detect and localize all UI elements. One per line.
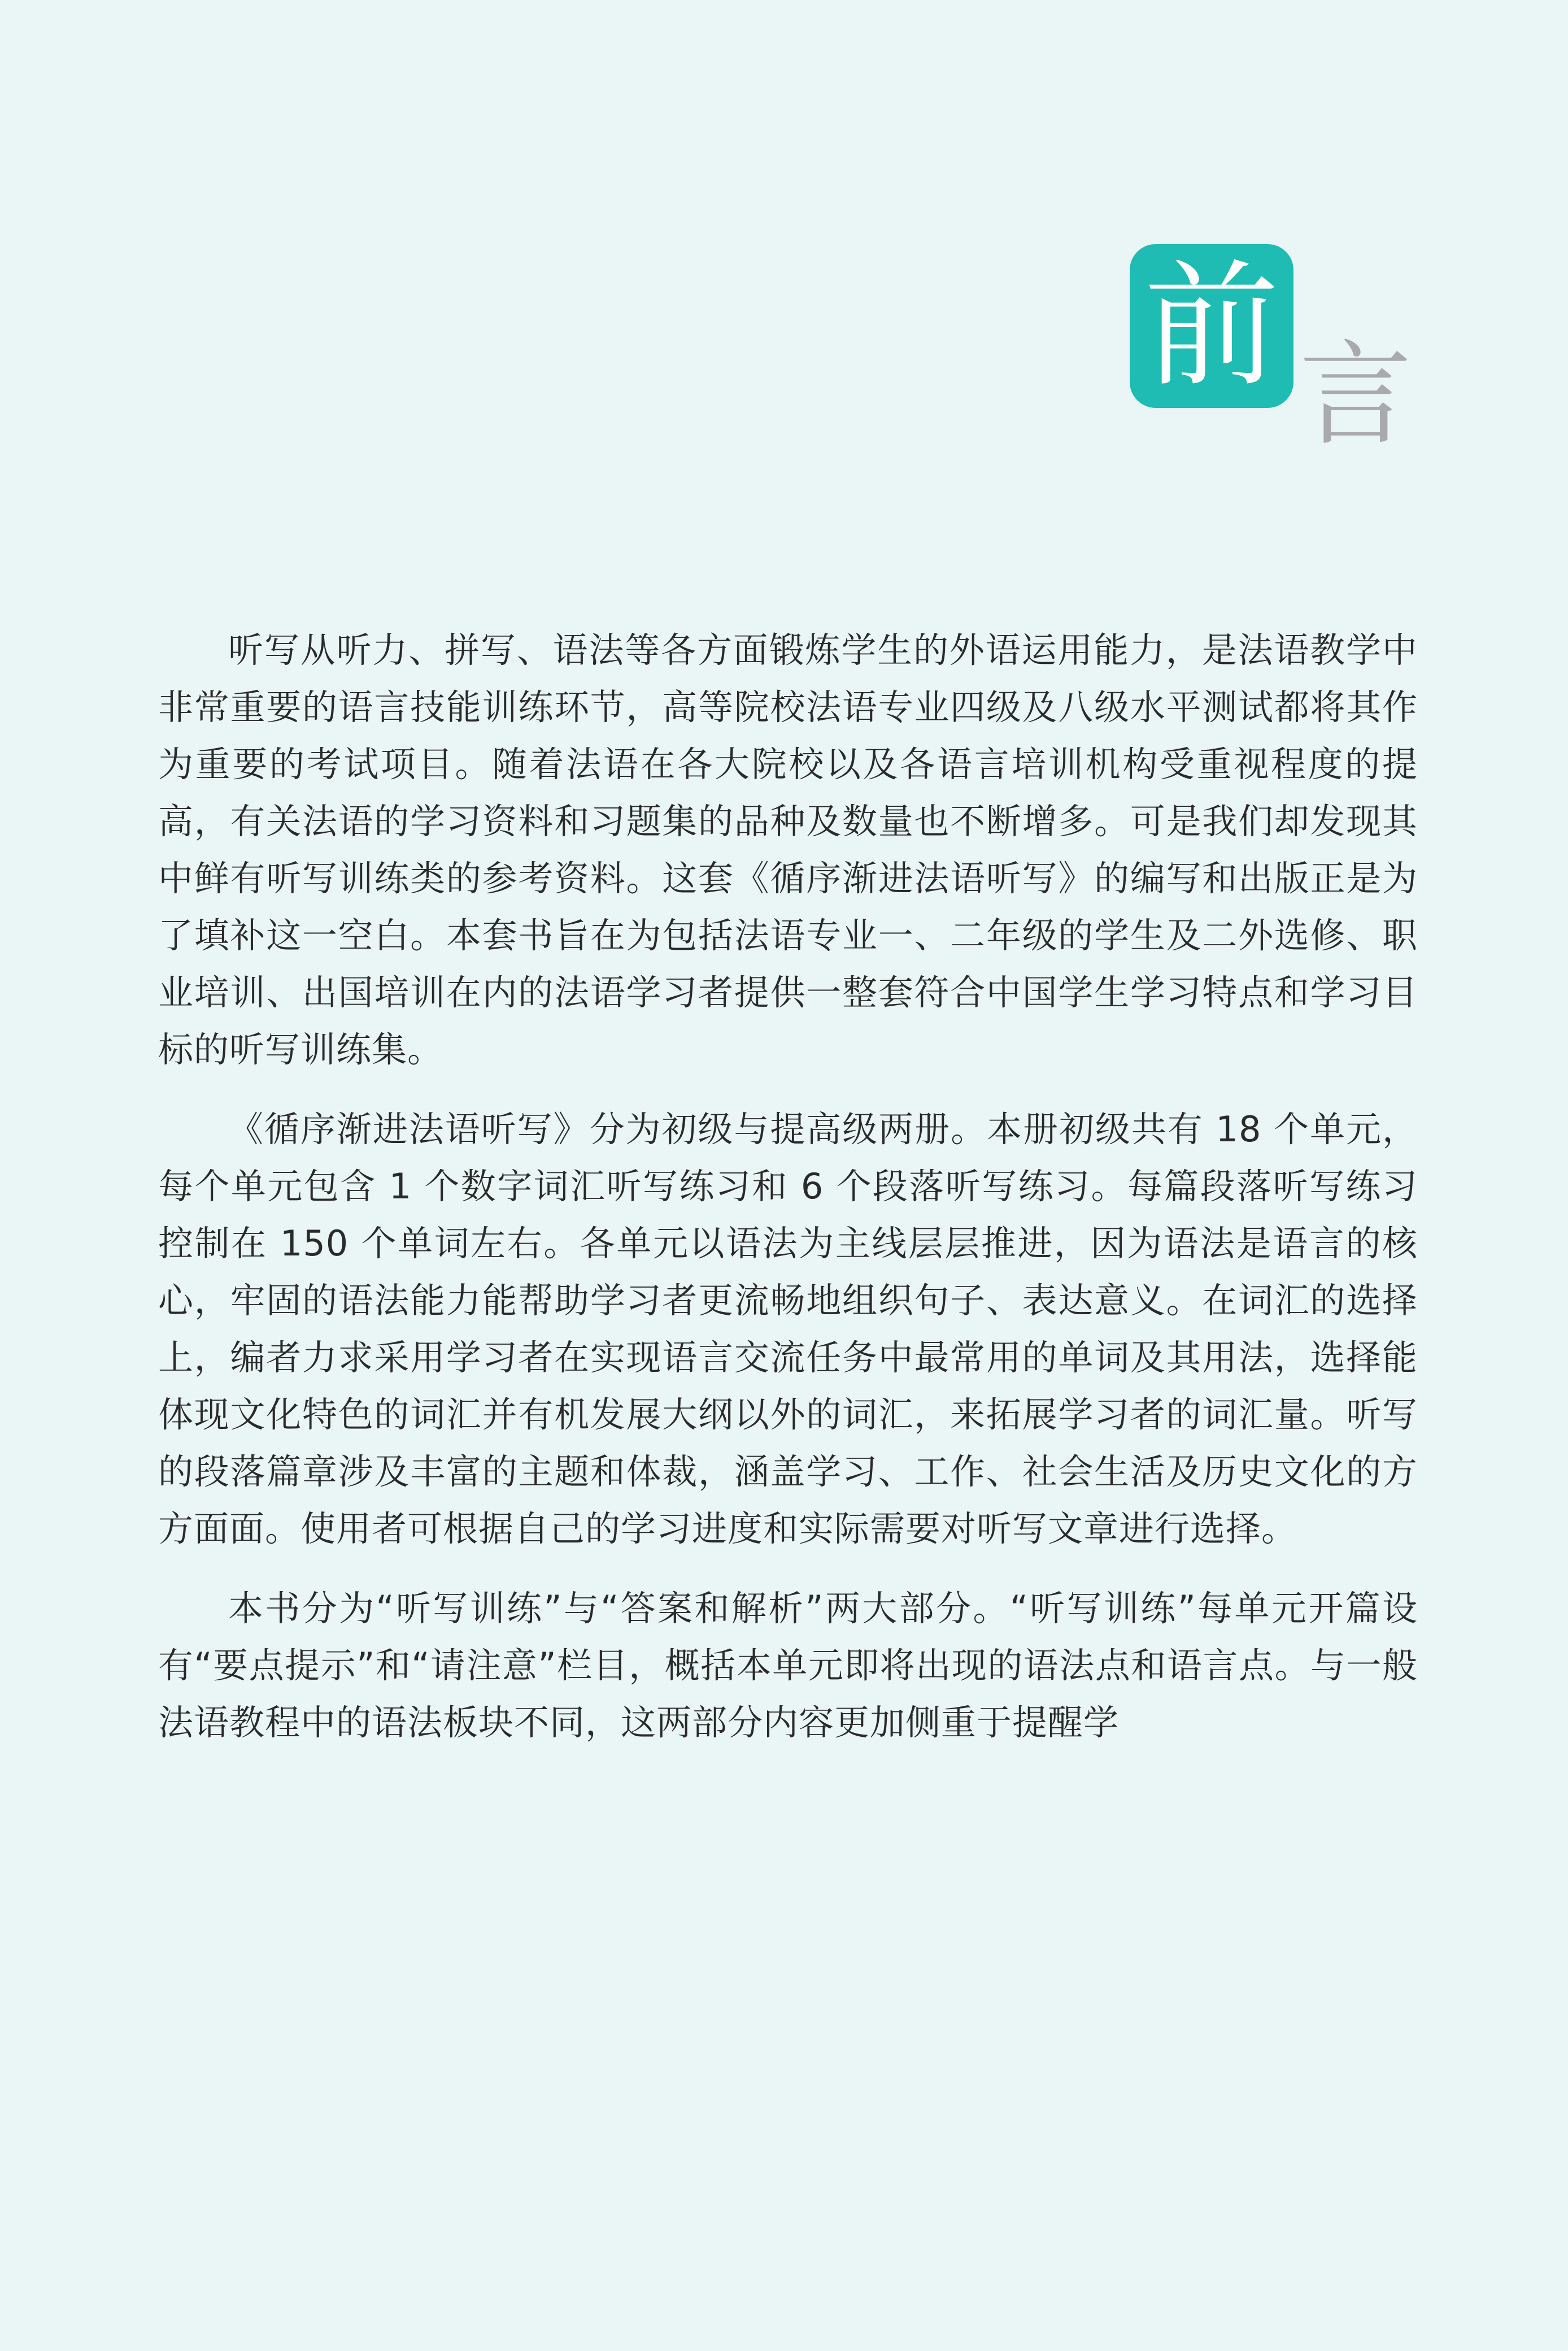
heading-box-char: 前 xyxy=(1130,244,1293,408)
heading-plain-char: 言 xyxy=(1299,329,1412,461)
paragraph-1: 听写从听力、拼写、语法等各方面锻炼学生的外语运用能力，是法语教学中非常重要的语言技能训练环节，高等院校法语专业四级及八级水平测试都将其作为重要的考试项目。随着法语在各大院校以及各语言培训机构受重视程度的提高，有关法语的学习资料和习题集的品种及数量也不断增多。可是我们却发现其中鲜有听写训练类的参考资料。这套《循序渐进法语听写》的编写和出版正是为了填补这一空白。本套书旨在为包括法语专业一、二年级的学生及二外选修、职业培训、出国培训在内的法语学习者提供一整套符合中国学生学习特点和学习目标的听写训练集。 xyxy=(158,629,1418,1070)
paragraph-3: 本书分为“听写训练”与“答案和解析”两大部分。“听写训练”每单元开篇设有“要点提示”和“请注意”栏目，概括本单元即将出现的语法点和语言点。与一般法语教程中的语法板块不同，这两部分内容更加侧重于提醒学 xyxy=(158,1588,1418,1743)
page-heading xyxy=(0,0,1568,509)
paragraph-2: 《循序渐进法语听写》分为初级与提高级两册。本册初级共有 18 个单元，每个单元包含 1 个数字词汇听写练习和 6 个段落听写练习。每篇段落听写练习控制在 150 个单词左右。各单元以语法为主线层层推进，因为语法是语言的核心，牢固的语法能力能帮助学习者更流畅地组织句子、表达意义。在词汇的选择上，编者力求采用学习者在实现语言交流任务中最常用的单词及其用法，选择能体现文化特色的词汇并有机发展大纲以外的词汇，来拓展学习者的词汇量。听写的段落篇章涉及丰富的主题和体裁，涵盖学习、工作、社会生活及历史文化的方方面面。使用者可根据自己的学习进度和实际需要对听写文章进行选择。 xyxy=(158,1109,1418,1549)
body-text xyxy=(158,622,1418,1774)
